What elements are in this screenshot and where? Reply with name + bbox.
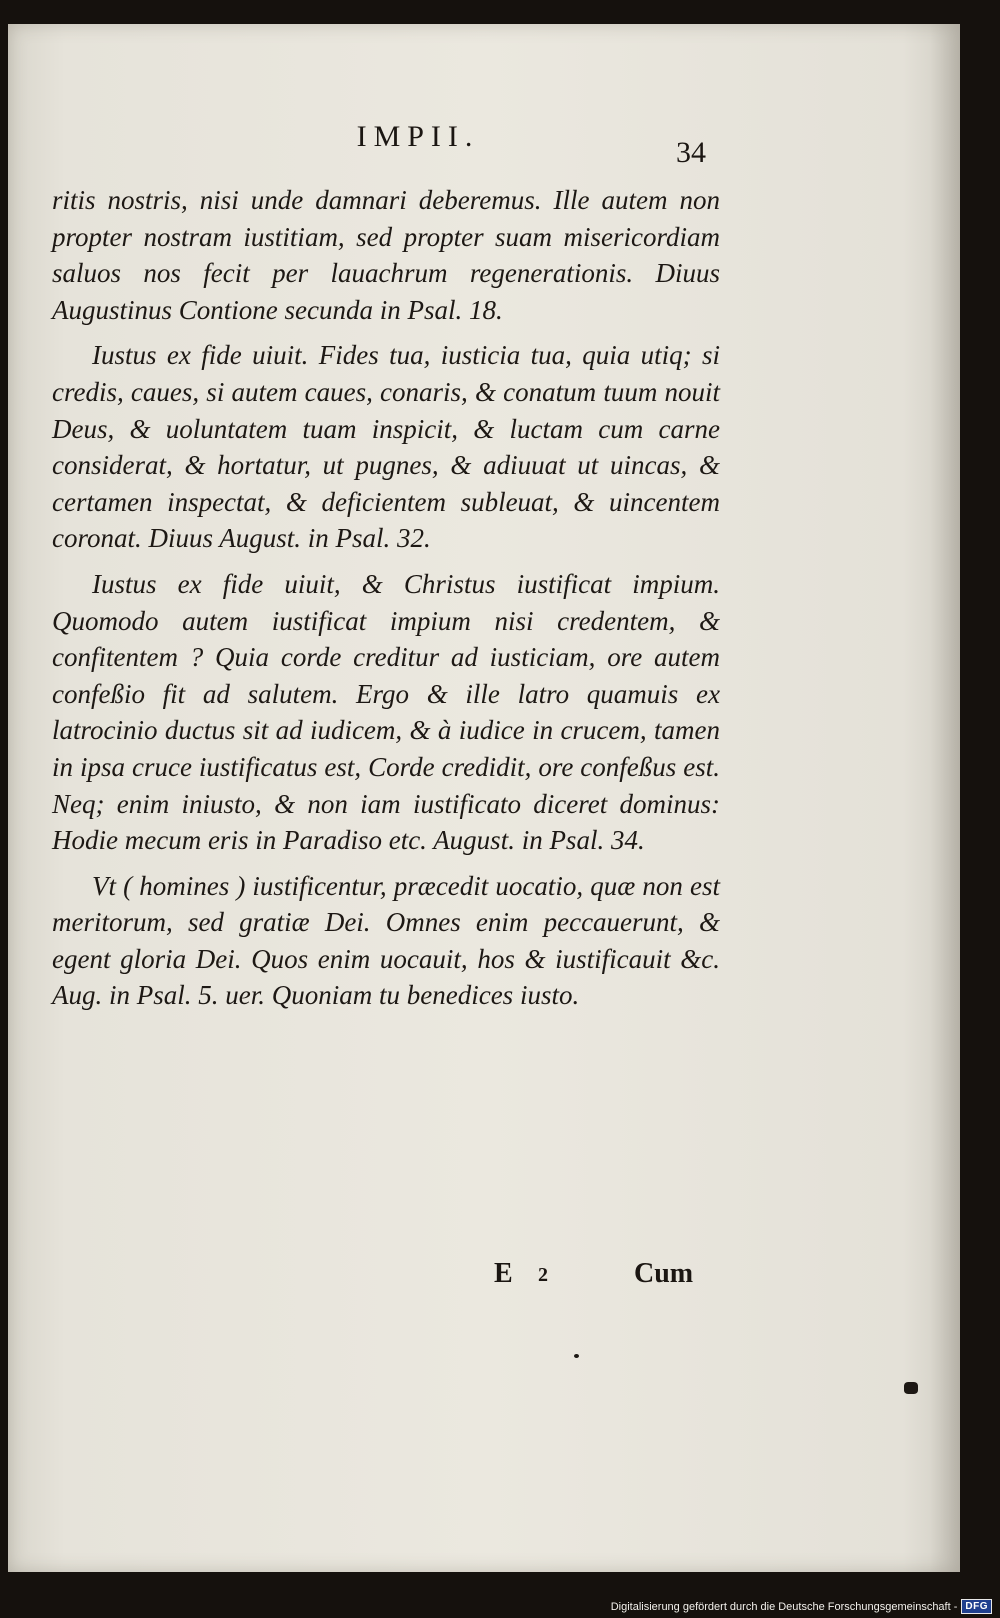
page-edge-shadow	[930, 24, 960, 1572]
paragraph-3: Iustus ex fide uiuit, & Christus iustificat impium. Quomodo autem iustificat impium nisi credentem, & confitentem ? Quia corde creditur ad iusticiam, ore autem confeßio fit ad salutem. Ergo & ille latro quamuis ex latrocinio ductus sit ad iudicem, & à iudice in crucem, tamen in ipsa cruce iustificatus est, Corde credidit, ore confeßus est. Neq; enim iniusto, & non iam iustificato diceret dominus: Hodie mecum eris in Paradiso etc. August. in Psal. 34.	[52, 568, 720, 856]
dfg-logo-icon: DFG	[961, 1599, 992, 1614]
running-head: IMPII.	[356, 120, 480, 153]
paragraph-4: Vt ( homines ) iustificentur, præcedit uocatio, quæ non est meritorum, sed gratiæ Dei. Omnes enim peccauerunt, & egent gloria Dei. Quos enim uocauit, hos & iustificauit &c. Aug. in Psal. 5. uer. Quoniam tu benedices iusto.	[52, 870, 720, 1011]
signature-number: 2	[538, 1264, 548, 1286]
folio-number: 34	[676, 136, 706, 169]
credit-text: Digitalisierung gefördert durch die Deutsche Forschungsgemeinschaft -	[610, 1600, 958, 1613]
paragraph-2: Iustus ex fide uiuit. Fides tua, iusticia tua, quia utiq; si credis, caues, si autem caues, conaris, & conatum tuum nouit Deus, & uoluntatem tuam inspicit, & luctam cum carne considerat, & hortatur, ut pugnes, & adiuuat ut uincas, & certamen inspectat, & deficientem subleuat, & uincentem coronat. Diuus August. in Psal. 32.	[52, 340, 720, 554]
catchword: Cum	[634, 1258, 694, 1289]
paragraph-1: ritis nostris, nisi unde damnari deberemus. Ille autem non propter nostram iustitiam, sed propter suam misericordiam saluos nos fecit per lauachrum regenerationis. Diuus Augustinus Contione secunda in Psal. 18.	[52, 185, 720, 325]
book-page	[8, 24, 960, 1572]
signature-mark: E	[494, 1258, 513, 1289]
body-text	[52, 182, 720, 1014]
digitization-credit	[611, 1599, 992, 1614]
ink-speck	[574, 1354, 579, 1358]
ink-speck	[904, 1382, 918, 1394]
